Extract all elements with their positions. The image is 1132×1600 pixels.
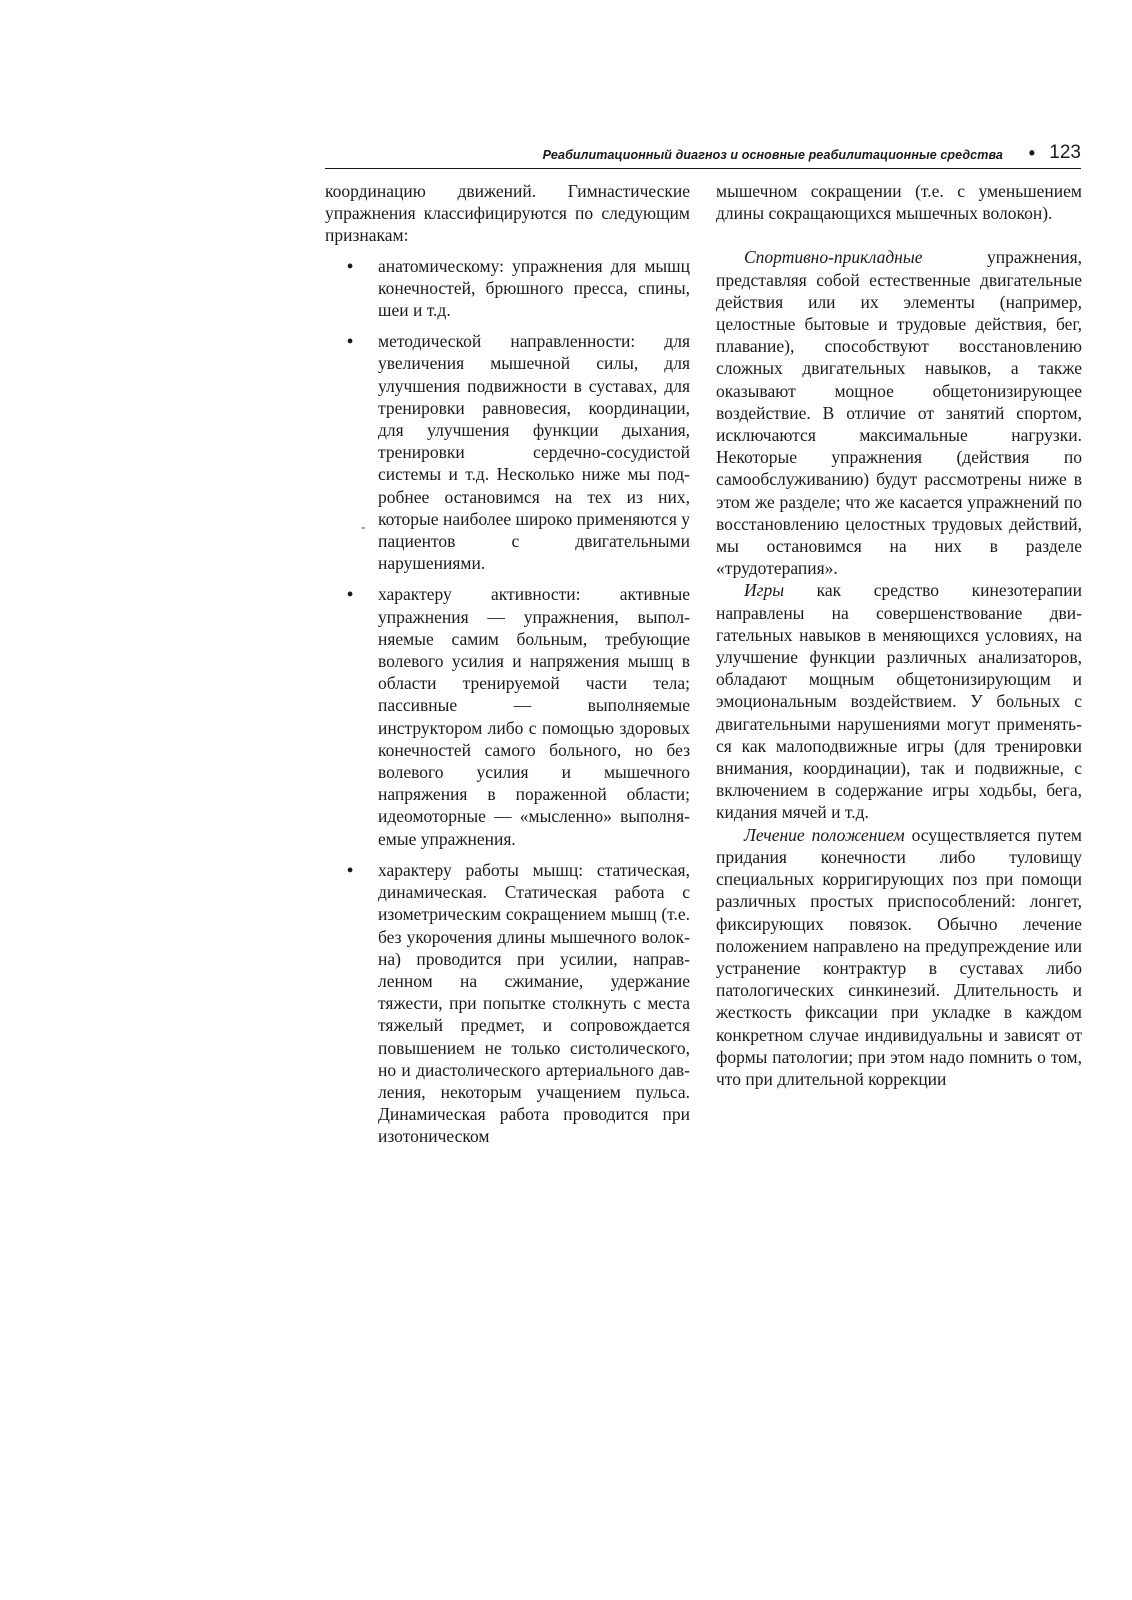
list-item (325, 583, 690, 849)
bullet-mark: • (347, 255, 354, 276)
header-bullet: • (1028, 143, 1035, 163)
classification-list (325, 255, 690, 1148)
positioning-text: осуществляется путем придания конечности либо туловищу специальных корригирующих поз при помощи различных простых приспособлений: лонгет, фиксирующих повязок. Обычно лечение положением направлено на предупреждение или устранение контрактур в суставах либо патологических синкинезий. Длительность и жесткость фиксации при укладке в каждом конкретном случае индивидуальны и зависят от формы патологии; при этом надо помнить о том, что при длительной коррекции (716, 824, 1082, 1089)
list-item (325, 255, 690, 322)
margin-mark: - (361, 520, 366, 535)
sport-text: упражнения, представляя собой естественные двигательные действия или их элементы (например, целостные бытовые и трудовые действия, бег, плавание), способствуют восстановлению сложных двигательных навыков, а также оказывают мощное общетонизирующее воздействие. В отличие от занятий спортом, исключаются максимальные нагрузки. Некоторые упражнения (действия по самообслуживанию) будут рассмотрены ниже в этом же разделе; что же касается упражнений по восстановлению целостных трудовых действий, мы остановимся на них в разделе «трудотерапия». (716, 247, 1082, 579)
games-term: Игры (744, 580, 785, 601)
sport-paragraph (716, 246, 1082, 579)
bullet-mark: • (347, 584, 354, 605)
list-item-text: анатомическому: упражнения для мышц конечностей, брюшного пресса, спины, шеи и т.д. (378, 255, 690, 321)
page-number: 123 (1049, 142, 1081, 163)
left-column (325, 180, 690, 1157)
right-column (716, 180, 1082, 1090)
games-paragraph (716, 579, 1082, 823)
list-item (325, 330, 690, 574)
bullet-mark: • (347, 859, 354, 880)
list-item-text: характеру активности: активные упражнения — упражнения, выполняемые самим больным, требующие волевого усилия и напряжения мышц в области тренируемой части тела; пассивные — выполняемые инструктором либо с помощью здоровых конечностей самого больного, но без волевого усилия и мышечного напряжения в пораженной области; идеомоторные — «мысленно» выполняемые упражнения. (378, 584, 690, 849)
intro-paragraph: координацию движений. Гимнастические упражнения классифицируются по следующим признакам: (325, 181, 690, 246)
continuation-paragraph: мышечном сокращении (т.е. с уменьшением длины сокращающихся мышечных волокон). (716, 181, 1082, 224)
list-item-text: методической направленности: для увеличения мышечной силы, для улучшения подвижности в суставах, для тренировки равновесия, координации, для улучшения функции дыхания, тренировки сердечно-сосудистой системы и т.д. Несколько ниже мы подробнее остановимся на тех из них, которые наиболее широко применяются у пациентов с двигательными нарушениями. (378, 331, 690, 574)
positioning-term: Лечение положением (744, 824, 905, 845)
games-text: как средство кинезотерапии направлены на совершенствование двигательных навыков в меняющихся условиях, на улучшение функции различных анализаторов, обладают мощным общетонизирующим и эмоциональным воздействием. У больных с двигательными нарушениями могут применяться как малоподвижные игры (для тренировки внимания, координации), так и подвижные, с включением в содержание игры ходьбы, бега, кидания мячей и т.д. (716, 580, 1082, 823)
running-header (325, 140, 1081, 169)
bullet-mark: • (347, 331, 354, 352)
sport-term: Спортивно-прикладные (744, 247, 923, 268)
running-title: Реабилитационный диагноз и основные реабилитационные средства (542, 148, 1003, 162)
positioning-paragraph (716, 824, 1082, 1090)
list-item-text: характеру работы мышц: статическая, динамическая. Статическая работа с изометрическим сокращением мышц (т.е. без укорочения длины мышечного волокна) проводится при усилии, направленном на сжимание, удержание тяжести, при попытке столкнуть с места тяжелый предмет, и сопровождается повышением не только систолического, но и диастолического артериального давления, некоторым учащением пульса. Динамическая работа проводится при изотоническом (378, 859, 690, 1147)
list-item (325, 859, 690, 1148)
